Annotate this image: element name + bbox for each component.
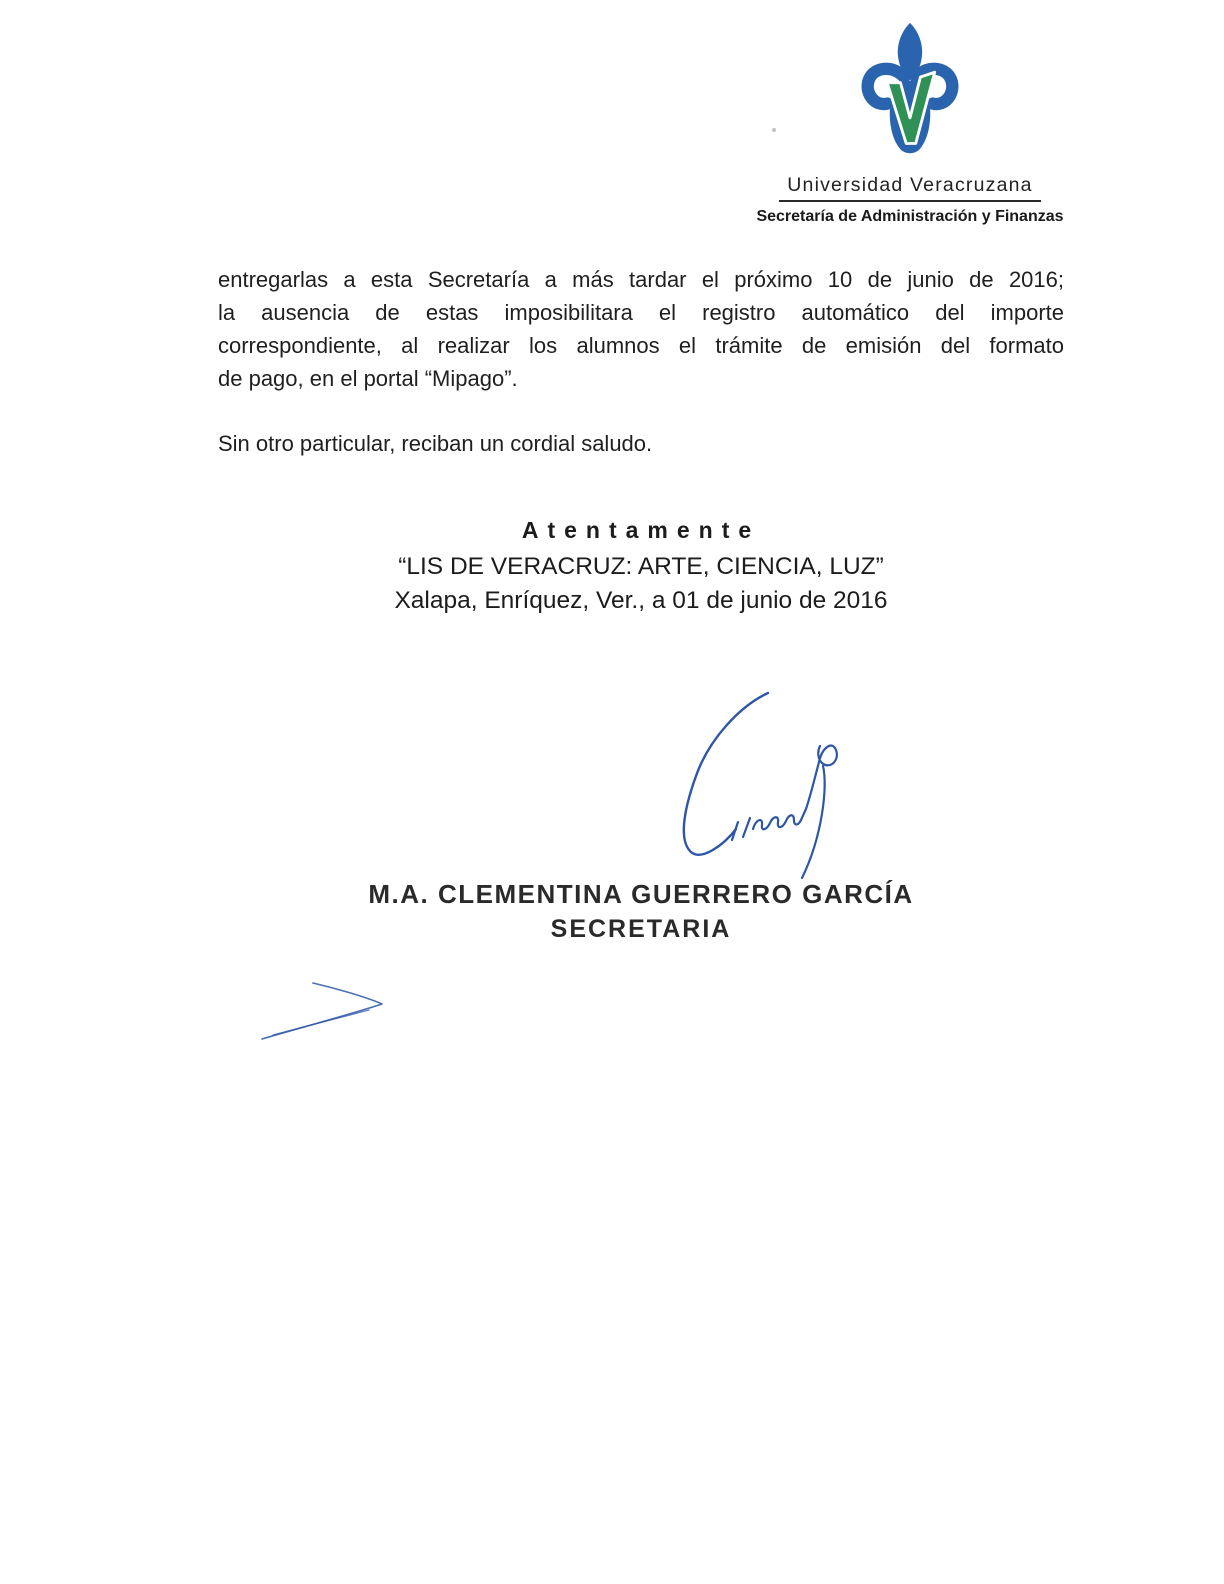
closing-block [218,517,1064,615]
letterhead [745,20,1075,226]
universidad-veracruzana-logo-icon [853,20,967,172]
department-name: Secretaría de Administración y Finanzas [756,208,1064,225]
body-paragraph [218,263,1064,395]
place-and-date: Xalapa, Enríquez, Ver., a 01 de junio de 2016 [394,587,888,614]
body-line: correspondiente, al realizar los alumnos el trámite de emisión del formato [218,333,1064,358]
signer-title: SECRETARIA [550,915,732,943]
signer-name: M.A. CLEMENTINA GUERRERO GARCÍA [368,879,914,909]
university-motto: “LIS DE VERACRUZ: ARTE, CIENCIA, LUZ” [398,553,884,580]
body-line: de pago, en el portal “Mipago”. [218,366,518,391]
farewell-paragraph: Sin otro particular, reciban un cordial saludo. [218,431,653,456]
body-line: la ausencia de estas imposibilitara el registro automático del importe [218,300,1064,325]
institution-name: Universidad Veracruzana [779,174,1040,202]
signer-block [218,879,1064,944]
handwritten-signature [652,680,862,885]
closing-salutation: Atentamente [521,517,761,543]
scan-artifact-dot [772,128,776,132]
body-line: entregarlas a esta Secretaría a más tardar el próximo 10 de junio de 2016; [218,267,1064,292]
pen-mark [248,966,398,1051]
